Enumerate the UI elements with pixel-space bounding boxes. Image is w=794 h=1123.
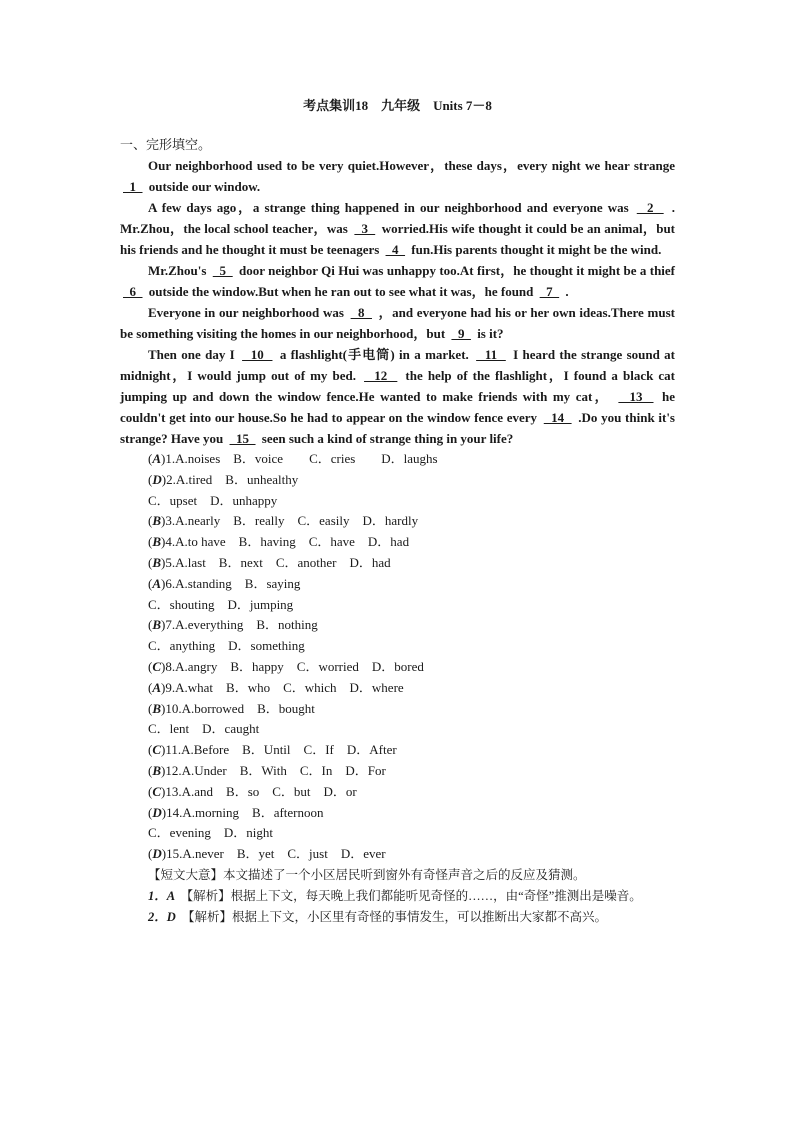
note-paragraph xyxy=(120,907,675,928)
answer-key: (D) xyxy=(148,846,167,862)
option-text: 8.A.angry B．happy C．worried D．bored xyxy=(165,658,424,674)
cloze-blank: 8 xyxy=(350,305,372,320)
option-text: 15.A.never B．yet C．just D．ever xyxy=(166,846,386,862)
passage-text: A few days ago，a strange thing happened in our neighborhood and everyone was xyxy=(148,200,634,215)
option-line xyxy=(148,657,675,678)
note-paragraph xyxy=(120,886,675,907)
passage-text: ，and everyone had his or her own ideas.There must be something visiting the homes in our neighborhood，but xyxy=(120,305,675,341)
option-text: 4.A.to have B．having C．have D．had xyxy=(165,534,410,550)
cloze-blank: 5 xyxy=(212,263,233,278)
answer-key: (D) xyxy=(148,471,167,487)
option-text: C．lent D．caught xyxy=(148,721,260,737)
option-text: 13.A.and B．so C．but D．or xyxy=(165,783,357,799)
cloze-blank: 3 xyxy=(354,221,376,236)
passage-text: . xyxy=(562,284,569,299)
passage-text: Then one day I xyxy=(148,347,240,362)
cloze-blank: 2 xyxy=(636,200,664,215)
answer-key: (B) xyxy=(148,617,166,633)
passage-text: Everyone in our neighborhood was xyxy=(148,305,348,320)
passage-paragraph xyxy=(120,302,675,344)
answer-key: (C) xyxy=(148,783,166,799)
note-text: 【解析】根据上下文，每天晚上我们都能听见奇怪的……，由“奇怪”推测出是噪音。 xyxy=(186,888,642,903)
option-text: 7.A.everything B．nothing xyxy=(165,617,318,633)
option-line xyxy=(148,574,675,595)
option-line xyxy=(148,595,675,616)
option-line xyxy=(148,803,675,824)
option-line xyxy=(148,449,675,470)
page-title: 考点集训18 九年级 Units 7－8 xyxy=(303,98,492,113)
cloze-blank: 4 xyxy=(385,242,406,257)
answer-key: (C) xyxy=(148,742,166,758)
cloze-blank: 10 xyxy=(242,347,273,362)
passage-text: . Mr.Zhou，the local school teacher，was xyxy=(120,200,676,236)
explanation-notes xyxy=(120,865,675,928)
option-line xyxy=(148,740,675,761)
passage-text: he couldn't get into our house.So he had to appear on the window fence every xyxy=(120,389,676,425)
passage-paragraph xyxy=(120,197,675,260)
option-line xyxy=(148,719,675,740)
option-line xyxy=(148,761,675,782)
passage-paragraph xyxy=(120,344,675,449)
option-line xyxy=(148,782,675,803)
option-text: 12.A.Under B．With C．In D．For xyxy=(165,762,386,778)
option-text: 2.A.tired B．unhealthy xyxy=(166,471,299,487)
option-text: C．anything D．something xyxy=(148,638,305,654)
cloze-blank: 11 xyxy=(476,347,506,362)
cloze-blank: 15 xyxy=(229,431,256,446)
cloze-blank: 12 xyxy=(364,368,398,383)
passage-text: seen such a kind of strange thing in your life? xyxy=(258,431,514,446)
passage-text: outside our window. xyxy=(145,179,261,194)
answer-key: (A) xyxy=(148,679,166,695)
answer-key: (B) xyxy=(148,554,166,570)
note-text: 【解析】根据上下文，小区里有奇怪的事情发生，可以推断出大家都不高兴。 xyxy=(188,909,608,924)
note-paragraph xyxy=(120,865,675,886)
option-text: 10.A.borrowed B．bought xyxy=(165,700,315,716)
option-line xyxy=(148,532,675,553)
option-line xyxy=(148,699,675,720)
passage-text: Our neighborhood used to be very quiet.However，these days，every night we hear strange xyxy=(148,158,675,173)
answer-key: (D) xyxy=(148,804,167,820)
option-line xyxy=(148,511,675,532)
note-text: 【短文大意】本文描述了一个小区居民听到窗外有奇怪声音之后的反应及猜测。 xyxy=(148,867,586,882)
option-line xyxy=(148,491,675,512)
note-number: 1．A xyxy=(148,888,187,903)
option-text: C．evening D．night xyxy=(148,825,273,841)
option-text: 6.A.standing B．saying xyxy=(165,575,301,591)
note-number: 2．D xyxy=(148,909,189,924)
option-text: 11.A.Before B．Until C．If D．After xyxy=(165,742,397,758)
option-line xyxy=(148,844,675,865)
option-line xyxy=(148,553,675,574)
cloze-blank: 6 xyxy=(123,284,143,299)
passage-text: worried.His wife thought it could be an animal，but his friends and he thought it must be teenagers xyxy=(120,221,676,257)
answer-options xyxy=(120,449,675,865)
cloze-blank: 9 xyxy=(451,326,471,341)
answer-key: (A) xyxy=(148,451,166,466)
cloze-blank: 14 xyxy=(543,410,572,425)
option-text: 3.A.nearly B．really C．easily D．hardly xyxy=(165,513,419,529)
passage-paragraph xyxy=(120,155,675,197)
passage-text: Mr.Zhou's xyxy=(148,263,210,278)
option-line xyxy=(148,678,675,699)
passage-text: fun.His parents thought it might be the wind. xyxy=(408,242,662,257)
passage-text: outside the window.But when he ran out to see what it was，he found xyxy=(145,284,537,299)
passage-text: the help of the flashlight，I found a black cat jumping up and down the window fence.He wanted to make friends with my cat， xyxy=(120,368,675,404)
passage-text: is it? xyxy=(473,326,504,341)
option-text: 5.A.last B．next C．another D．had xyxy=(165,554,391,570)
answer-key: (B) xyxy=(148,700,166,716)
option-line xyxy=(148,615,675,636)
cloze-blank: 13 xyxy=(618,389,654,404)
cloze-blank: 1 xyxy=(123,179,143,194)
document-page xyxy=(120,96,675,928)
option-line xyxy=(148,470,675,491)
answer-key: (C) xyxy=(148,658,166,674)
option-text: C．shouting D．jumping xyxy=(148,596,294,612)
answer-key: (B) xyxy=(148,762,166,778)
cloze-passage xyxy=(120,155,675,449)
option-text: 14.A.morning B．afternoon xyxy=(166,804,324,820)
answer-key: (B) xyxy=(148,513,166,529)
option-text: 9.A.what B．who C．which D．where xyxy=(165,679,404,695)
option-text: 1.A.noises B．voice C．cries D．laughs xyxy=(165,451,438,466)
cloze-blank: 7 xyxy=(539,284,560,299)
option-line xyxy=(148,823,675,844)
answer-key: (A) xyxy=(148,575,166,591)
option-line xyxy=(148,636,675,657)
section-label: 一、完形填空。 xyxy=(120,137,212,152)
option-text: C．upset D．unhappy xyxy=(148,492,278,508)
passage-text: .Do you think it's strange? Have you xyxy=(120,410,675,446)
passage-paragraph xyxy=(120,260,675,302)
passage-text: a flashlight(手电筒) in a market. xyxy=(275,347,474,362)
passage-text: door neighbor Qi Hui was unhappy too.At first，he thought it might be a thief xyxy=(235,263,676,278)
answer-key: (B) xyxy=(148,534,166,550)
passage-text: I heard the strange sound at midnight，I would jump out of my bed. xyxy=(120,347,675,383)
